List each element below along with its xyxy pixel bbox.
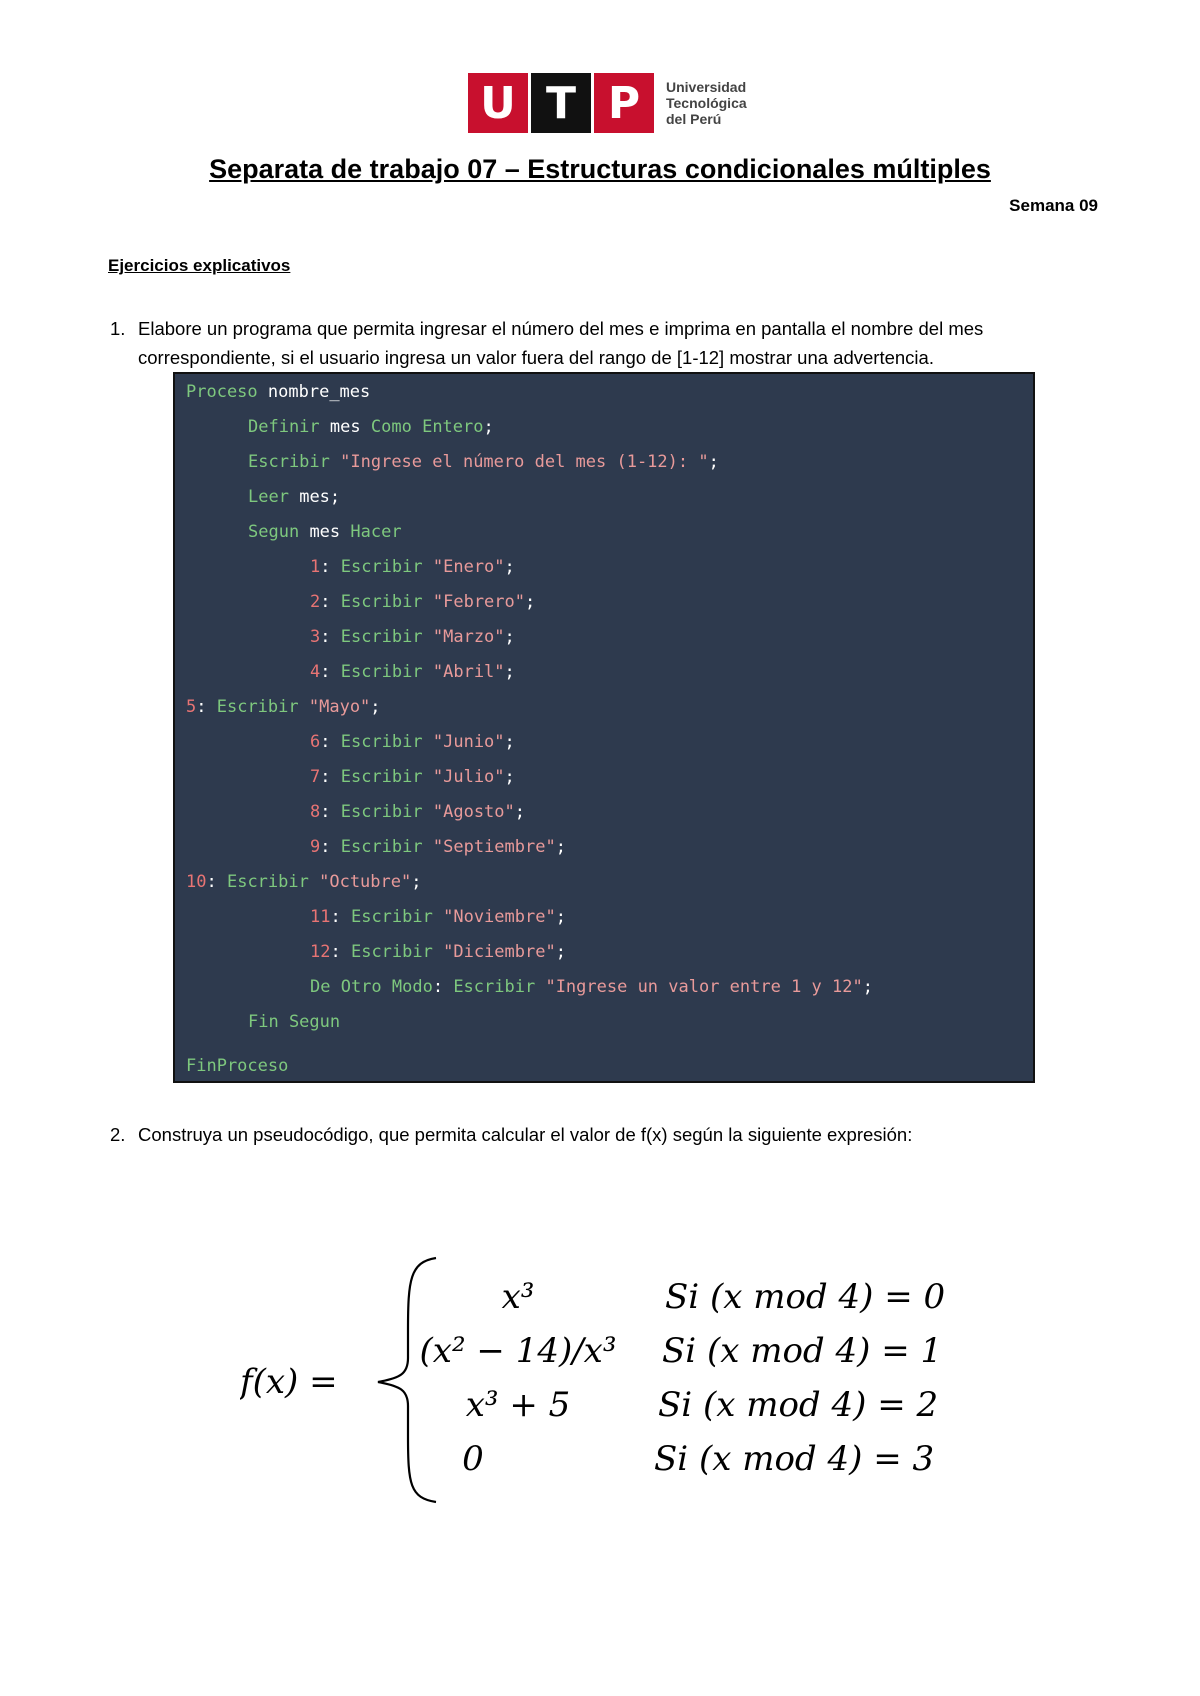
code-string: "Mayo" xyxy=(308,697,371,717)
code-line-otro-modo: De Otro Modo: Escribir "Ingrese un valor entre 1 y 12"; xyxy=(310,977,873,997)
formula-cond-3: Si (x mod 4) = 2 xyxy=(658,1385,939,1425)
formula-cond-1: Si (x mod 4) = 0 xyxy=(665,1277,946,1317)
code-line-case: 12: Escribir "Diciembre"; xyxy=(310,942,566,962)
formula-expr-3: x³ + 5 xyxy=(465,1385,571,1425)
code-keyword: Escribir xyxy=(350,907,433,927)
code-line-case: 5: Escribir "Mayo"; xyxy=(186,697,381,717)
document-title: Separata de trabajo 07 – Estructuras condicionales múltiples xyxy=(209,154,991,184)
logo-line-1: Universidad xyxy=(666,79,747,95)
code-identifier: mes xyxy=(309,522,341,542)
code-punct: ; xyxy=(329,487,341,507)
exercise-2-number: 2. xyxy=(110,1124,126,1145)
code-number: 5 xyxy=(186,697,197,717)
code-number: 4 xyxy=(310,662,321,682)
code-keyword: De Otro Modo xyxy=(310,977,433,997)
code-keyword: Escribir xyxy=(216,697,299,717)
code-punct: ; xyxy=(555,837,566,857)
formula-cond-2: Si (x mod 4) = 1 xyxy=(662,1331,943,1371)
code-line-fin-proceso xyxy=(186,1056,288,1076)
code-punct: ; xyxy=(504,557,515,577)
code-number: 2 xyxy=(310,592,321,612)
code-keyword: Segun xyxy=(248,522,300,542)
code-string: "Julio" xyxy=(432,767,505,787)
code-identifier: mes xyxy=(299,487,330,507)
code-identifier: nombre_mes xyxy=(267,382,371,402)
code-keyword: Definir xyxy=(248,417,320,437)
logo-line-3: del Perú xyxy=(666,111,722,127)
code-line-segun xyxy=(248,522,402,542)
code-keyword: Como xyxy=(370,417,412,437)
logo-line-2: Tecnológica xyxy=(666,95,747,111)
formula-cond-4: Si (x mod 4) = 3 xyxy=(654,1439,935,1479)
code-number: 12 xyxy=(310,942,331,962)
code-line-case: 10: Escribir "Octubre"; xyxy=(186,872,422,892)
code-number: 8 xyxy=(310,802,321,822)
code-keyword: Entero xyxy=(422,417,484,437)
left-brace xyxy=(378,1258,436,1502)
code-line-case: 11: Escribir "Noviembre"; xyxy=(310,907,566,927)
code-number: 1 xyxy=(310,557,321,577)
code-string: "Enero" xyxy=(432,557,505,577)
code-line-case: 2: Escribir "Febrero"; xyxy=(310,592,536,612)
code-number: 9 xyxy=(310,837,321,857)
code-keyword: Escribir xyxy=(226,872,309,892)
code-line-case: 1: Escribir "Enero"; xyxy=(310,557,515,577)
code-line-case: 8: Escribir "Agosto"; xyxy=(310,802,526,822)
code-keyword: Escribir xyxy=(350,942,433,962)
code-punct: ; xyxy=(504,627,515,647)
code-string: "Ingrese un valor entre 1 y 12" xyxy=(545,977,863,997)
code-punct: ; xyxy=(862,977,873,997)
code-keyword: Leer xyxy=(248,487,289,507)
exercise-1-number: 1. xyxy=(110,318,126,339)
code-line-escribir-prompt xyxy=(248,452,719,472)
code-punct: ; xyxy=(555,942,566,962)
logo-letter-p: P xyxy=(594,73,654,133)
code-string: "Ingrese el número del mes (1-12): " xyxy=(340,452,709,472)
code-punct: ; xyxy=(504,662,515,682)
code-keyword: Escribir xyxy=(340,767,423,787)
code-punct: ; xyxy=(483,417,494,437)
code-line-proceso xyxy=(186,382,370,402)
code-line-case: 6: Escribir "Junio"; xyxy=(310,732,515,752)
code-string: "Octubre" xyxy=(319,872,412,892)
code-punct: ; xyxy=(504,732,515,752)
code-number: 6 xyxy=(310,732,321,752)
code-keyword: Escribir xyxy=(340,627,423,647)
logo-text xyxy=(666,79,747,127)
code-keyword: Fin Segun xyxy=(248,1012,341,1032)
exercise-2-text: Construya un pseudocódigo, que permita calcular el valor de f(x) según la siguiente expresión: xyxy=(138,1124,913,1145)
formula-expr-1: x³ xyxy=(501,1277,535,1317)
code-string: "Abril" xyxy=(432,662,505,682)
logo-letter-u: U xyxy=(468,73,528,133)
code-string: "Marzo" xyxy=(432,627,505,647)
code-keyword: Escribir xyxy=(340,592,423,612)
code-punct: ; xyxy=(708,452,719,472)
code-keyword: Escribir xyxy=(340,557,423,577)
code-string: "Febrero" xyxy=(432,592,525,612)
code-string: "Noviembre" xyxy=(443,907,556,927)
code-punct: ; xyxy=(370,697,381,717)
code-punct: ; xyxy=(525,592,536,612)
code-keyword: FinProceso xyxy=(186,1056,289,1076)
code-line-case: 4: Escribir "Abril"; xyxy=(310,662,515,682)
code-string: "Agosto" xyxy=(432,802,515,822)
code-keyword: Escribir xyxy=(248,452,330,472)
exercise-1-text: Elabore un programa que permita ingresar el número del mes e imprima en pantalla el nombre del mes correspondiente, si el usuario ingresa un valor fuera del rango de [1-12] mostrar una advertencia. xyxy=(138,318,984,368)
code-line-fin-segun xyxy=(248,1012,340,1032)
formula-lhs: f(x) = xyxy=(240,1362,338,1402)
week-label: Semana 09 xyxy=(1009,196,1098,215)
code-punct: ; xyxy=(411,872,422,892)
code-punct: ; xyxy=(514,802,526,822)
code-keyword: Hacer xyxy=(350,522,402,542)
piecewise-formula xyxy=(240,1250,960,1510)
code-keyword: Escribir xyxy=(340,837,423,857)
code-punct: ; xyxy=(504,767,515,787)
code-number: 10 xyxy=(186,872,207,892)
code-number: 7 xyxy=(310,767,321,787)
code-number: 11 xyxy=(310,907,331,927)
code-identifier: mes xyxy=(329,417,361,437)
utp-logo xyxy=(468,73,747,133)
code-line-case: 3: Escribir "Marzo"; xyxy=(310,627,515,647)
code-block xyxy=(173,372,1035,1083)
code-keyword: Escribir xyxy=(340,802,423,822)
code-keyword: Proceso xyxy=(186,382,258,402)
section-heading: Ejercicios explicativos xyxy=(108,256,291,275)
exercise-1 xyxy=(108,314,1098,372)
code-string: "Diciembre" xyxy=(443,942,556,962)
code-line-case: 7: Escribir "Julio"; xyxy=(310,767,515,787)
formula-expr-2: (x² − 14)/x³ xyxy=(419,1331,617,1371)
exercise-2 xyxy=(108,1120,1098,1149)
code-line-case: 9: Escribir "Septiembre"; xyxy=(310,837,566,857)
code-keyword: Escribir xyxy=(340,662,423,682)
code-line-leer xyxy=(248,487,340,507)
code-number: 3 xyxy=(310,627,321,647)
code-keyword: Escribir xyxy=(453,977,536,997)
code-string: "Junio" xyxy=(432,732,505,752)
code-string: "Septiembre" xyxy=(432,837,556,857)
logo-letter-t: T xyxy=(531,73,591,133)
code-line-definir xyxy=(248,417,494,437)
code-keyword: Escribir xyxy=(340,732,423,752)
code-punct: ; xyxy=(555,907,566,927)
formula-expr-4: 0 xyxy=(462,1439,484,1479)
